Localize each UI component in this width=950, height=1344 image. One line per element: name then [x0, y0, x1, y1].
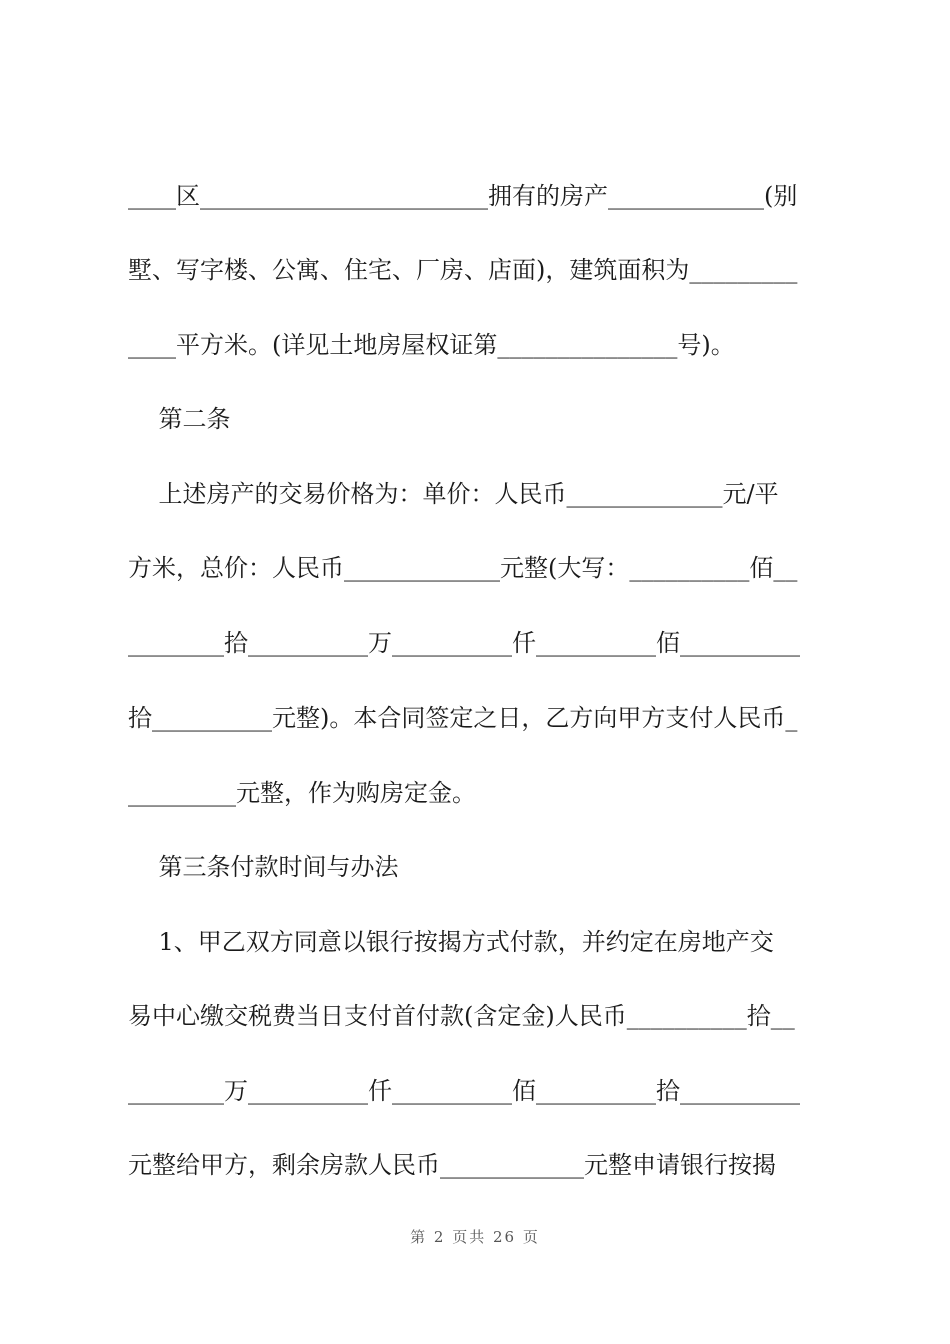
body-line-1: ____区________________________拥有的房产_____________(别	[128, 182, 798, 210]
body-line-6: 方米，总价：人民币_____________元整(大写：__________佰__	[128, 554, 798, 582]
body-line-13: ________万__________仟__________佰__________拾__________	[128, 1077, 800, 1105]
body-line-9: _________元整，作为购房定金。	[128, 779, 476, 807]
body-line-8: 拾__________元整)。本合同签定之日，乙方向甲方支付人民币_	[128, 704, 798, 732]
body-line-12: 易中心缴交税费当日支付首付款(含定金)人民币__________拾__	[128, 1002, 795, 1030]
page-number-footer: 第 2 页共 26 页	[410, 1228, 540, 1246]
body-line-3: ____平方米。(详见土地房屋权证第_______________号)。	[128, 331, 735, 359]
body-line-5: 上述房产的交易价格为：单价：人民币_____________元/平	[128, 480, 779, 508]
body-line-11: 1、甲乙双方同意以银行按揭方式付款，并约定在房地产交	[128, 928, 774, 956]
section-heading-2: 第二条	[128, 405, 231, 433]
body-line-14: 元整给甲方，剩余房款人民币____________元整申请银行按揭	[128, 1151, 776, 1179]
body-line-7: ________拾__________万__________仟__________佰__________	[128, 629, 800, 657]
section-heading-3: 第三条付款时间与办法	[128, 853, 399, 881]
body-line-2: 墅、写字楼、公寓、住宅、厂房、店面)，建筑面积为_________	[128, 256, 798, 284]
